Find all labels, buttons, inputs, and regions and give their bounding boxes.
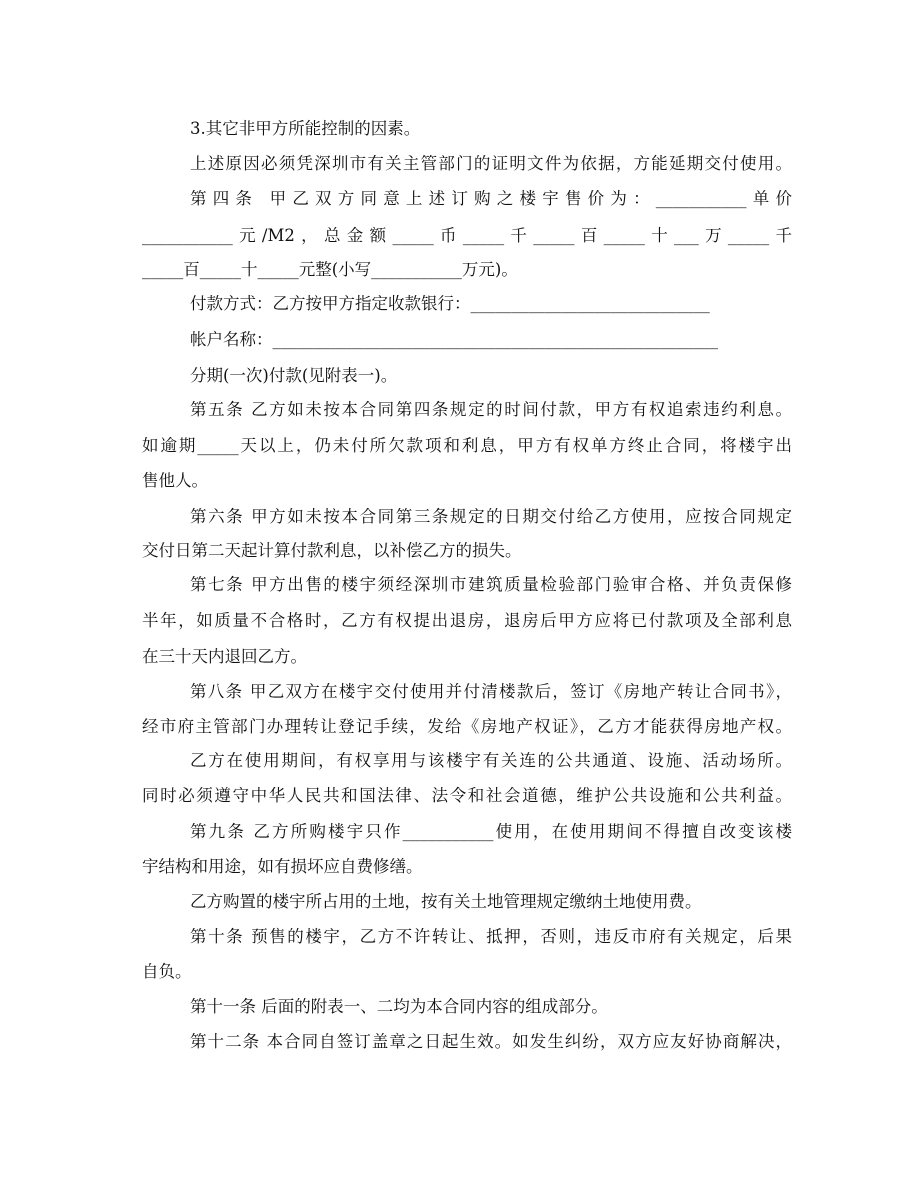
text-line: 自负。 [142, 962, 192, 981]
text-line: 第十二条 本合同自签订盖章之日起生效。如发生纠纷，双方应友好协商解决， [190, 1032, 792, 1051]
text-line: 经市府主管部门办理转让登记手续，发给《房地产权证》，乙方才能获得房地产权。 [142, 717, 792, 736]
text-line: ___________元/M2，总金额_____币_____千_____百_____十___万_____千 [142, 226, 792, 245]
text-line: 第九条 乙方所购楼宇只作___________使用，在使用期间不得擅自改变该楼 [190, 822, 792, 841]
text-line: 第五条 乙方如未按本合同第四条规定的时间付款，甲方有权追索违约利息。 [190, 400, 792, 419]
text-line: 乙方购置的楼宇所占用的土地，按有关土地管理规定缴纳土地使用费。 [190, 892, 702, 911]
text-line: 分期(一次)付款(见附表一)。 [190, 366, 398, 385]
text-line: 帐户名称：______________________________________________________ [190, 330, 718, 349]
text-line: 在三十天内退回乙方。 [142, 647, 307, 666]
text-line: 付款方式：乙方按甲方指定收款银行：_____________________________ [190, 294, 710, 313]
text-line: 交付日第二天起计算付款利息，以补偿乙方的损失。 [142, 541, 522, 560]
text-line: _____百_____十_____元整(小写___________万元)。 [142, 260, 518, 279]
text-line: 第四条 甲乙双方同意上述订购之楼宇售价为：___________单价 [190, 189, 792, 208]
text-line: 第七条 甲方出售的楼宇须经深圳市建筑质量检验部门验审合格、并负责保修 [190, 575, 792, 594]
text-line: 3.其它非甲方所能控制的因素。 [190, 119, 421, 138]
text-line: 售他人。 [142, 471, 208, 490]
text-line: 第十一条 后面的附表一、二均为本合同内容的组成部分。 [190, 997, 608, 1016]
text-line: 第六条 甲方如未按本合同第三条规定的日期交付给乙方使用，应按合同规定 [190, 507, 792, 526]
text-line: 半年，如质量不合格时，乙方有权提出退房，退房后甲方应将已付款项及全部利息 [142, 611, 792, 630]
text-line: 第十条 预售的楼宇，乙方不许转让、抵押，否则，违反市府有关规定，后果 [190, 927, 792, 946]
text-line: 乙方在使用期间，有权享用与该楼宇有关连的公共通道、设施、活动场所。 [190, 751, 792, 770]
text-line: 上述原因必须凭深圳市有关主管部门的证明文件为依据，方能延期交付使用。 [190, 154, 792, 173]
text-line: 同时必须遵守中华人民共和国法律、法令和社会道德，维护公共设施和公共利益。 [142, 786, 792, 805]
text-line: 宇结构和用途，如有损坏应自费修缮。 [142, 857, 423, 876]
text-line: 如逾期_____天以上，仍未付所欠款项和利息，甲方有权单方终止合同，将楼宇出 [142, 436, 792, 455]
text-line: 第八条 甲乙双方在楼宇交付使用并付清楼款后，签订《房地产转让合同书》， [190, 682, 792, 701]
